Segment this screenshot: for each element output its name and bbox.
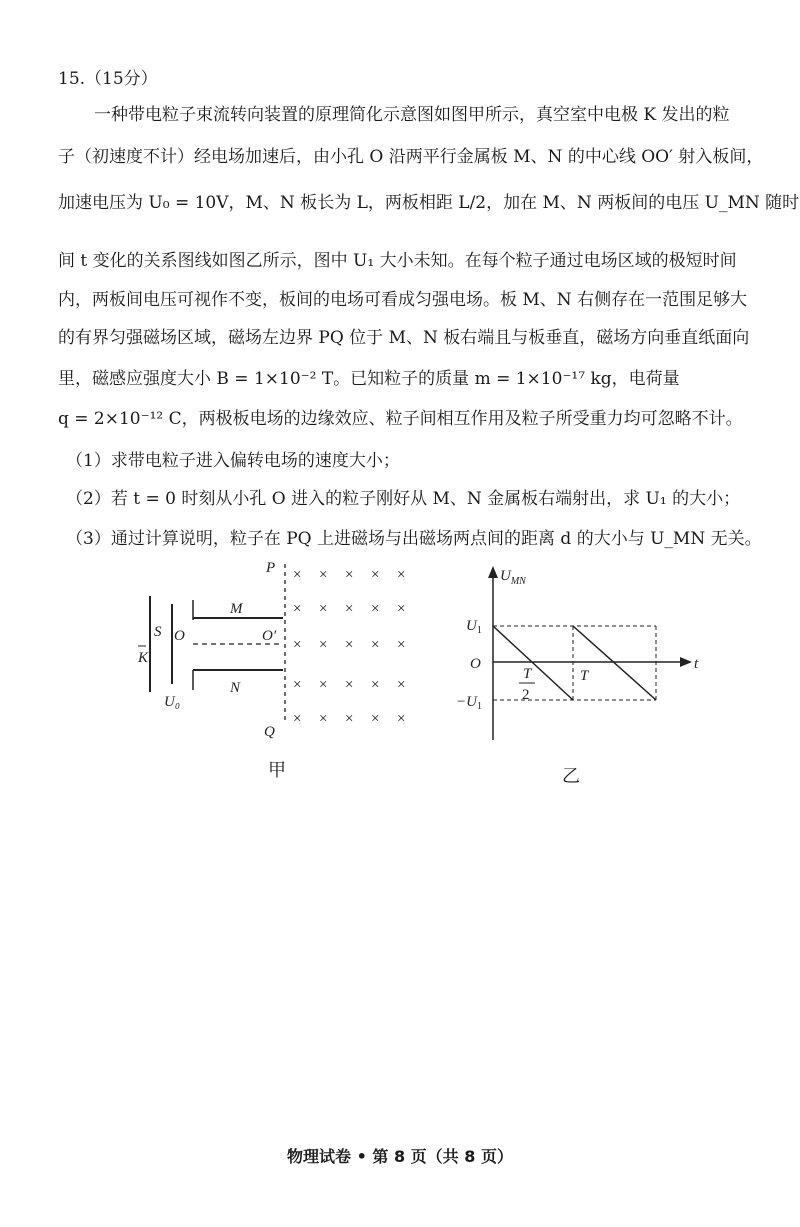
y-axis-arrow <box>488 566 498 578</box>
field-cross: × <box>397 567 406 583</box>
field-cross: × <box>293 637 302 653</box>
sub-question-2: （2）若 t = 0 时刻从小孔 O 进入的粒子刚好从 M、N 金属板右端射出，求 U₁ 的大小； <box>66 489 741 509</box>
question-line-1: 一种带电粒子束流转向装置的原理简化示意图如图甲所示，真空室中电极 K 发出的粒 <box>94 105 730 125</box>
field-cross: × <box>293 601 302 617</box>
question-line-3: 加速电压为 U₀ = 10V，M、N 板长为 L，两板相距 L/2，加在 M、N 两板间的电压 U_MN 随时 <box>58 193 800 213</box>
question-line-2: 子（初速度不计）经电场加速后，由小孔 O 沿两平行金属板 M、N 的中心线 OO′ 射入板间， <box>58 147 764 167</box>
question-line-4: 间 t 变化的关系图线如图乙所示，图中 U₁ 大小未知。在每个粒子通过电场区域的极短时间 <box>58 251 737 271</box>
field-cross: × <box>371 677 380 693</box>
field-cross: × <box>345 601 354 617</box>
field-cross: × <box>397 711 406 727</box>
waveform-1 <box>493 626 573 700</box>
field-cross: × <box>345 711 354 727</box>
field-cross: × <box>319 567 328 583</box>
sub-question-3: （3）通过计算说明，粒子在 PQ 上进磁场与出磁场两点间的距离 d 的大小与 U_MN 无关。 <box>66 529 762 549</box>
page-footer: 物理试卷 • 第 8 页（共 8 页） <box>287 1147 513 1166</box>
field-cross: × <box>345 677 354 693</box>
field-cross: × <box>397 601 406 617</box>
field-cross: × <box>371 567 380 583</box>
field-cross: × <box>319 677 328 693</box>
label-origin: O <box>470 656 481 672</box>
question-number: 15.（15分） <box>58 69 158 89</box>
x-axis-arrow <box>680 657 692 667</box>
figures <box>0 550 800 790</box>
caption-jia: 甲 <box>268 760 286 781</box>
waveform-2 <box>573 626 656 700</box>
magnetic-field <box>293 567 405 727</box>
label-umn: $U_{MN}$ <box>500 568 526 587</box>
question-line-8: q = 2×10⁻¹² C，两极板电场的边缘效应、粒子间相互作用及粒子所受重力均可忽略不计。 <box>58 409 743 429</box>
label-o-prime: O′ <box>262 628 277 644</box>
label-m: M <box>230 601 243 617</box>
label-u0: U₀ <box>164 694 181 710</box>
question-line-5: 内，两板间电压可视作不变，板间的电场可看成匀强电场。板 M、N 右侧存在一范围足够大 <box>58 290 748 310</box>
label-p: P <box>266 560 276 576</box>
field-cross: × <box>345 567 354 583</box>
field-cross: × <box>371 637 380 653</box>
field-cross: × <box>319 637 328 653</box>
field-cross: × <box>397 677 406 693</box>
field-cross: × <box>293 567 302 583</box>
question-line-6: 的有界匀强磁场区域，磁场左边界 PQ 位于 M、N 板右端且与板垂直，磁场方向垂直纸面向 <box>58 328 750 348</box>
field-cross: × <box>371 711 380 727</box>
field-cross: × <box>293 711 302 727</box>
label-n: N <box>230 680 241 696</box>
label-o: O <box>174 628 185 644</box>
figure-yi <box>456 566 699 740</box>
label-u1: $U_1$ <box>466 618 482 636</box>
label-s: S <box>154 624 162 640</box>
field-cross: × <box>345 637 354 653</box>
label-q: Q <box>264 724 275 740</box>
caption-yi: 乙 <box>562 766 580 787</box>
field-cross: × <box>397 637 406 653</box>
label-neg-u1: $-U_1$ <box>456 694 482 712</box>
label-k: K <box>138 650 149 666</box>
label-t-period: T <box>580 668 589 684</box>
question-line-7: 里，磁感应强度大小 B = 1×10⁻² T。已知粒子的质量 m = 1×10⁻¹⁷ kg，电荷量 <box>58 369 680 389</box>
figure-jia <box>137 560 405 740</box>
sub-question-1: （1）求带电粒子进入偏转电场的速度大小； <box>66 451 400 471</box>
field-cross: × <box>319 711 328 727</box>
field-cross: × <box>319 601 328 617</box>
label-t: t <box>694 656 699 672</box>
field-cross: × <box>371 601 380 617</box>
label-t-half-num: T <box>523 666 532 682</box>
label-t-half-den: 2 <box>522 687 530 703</box>
field-cross: × <box>293 677 302 693</box>
